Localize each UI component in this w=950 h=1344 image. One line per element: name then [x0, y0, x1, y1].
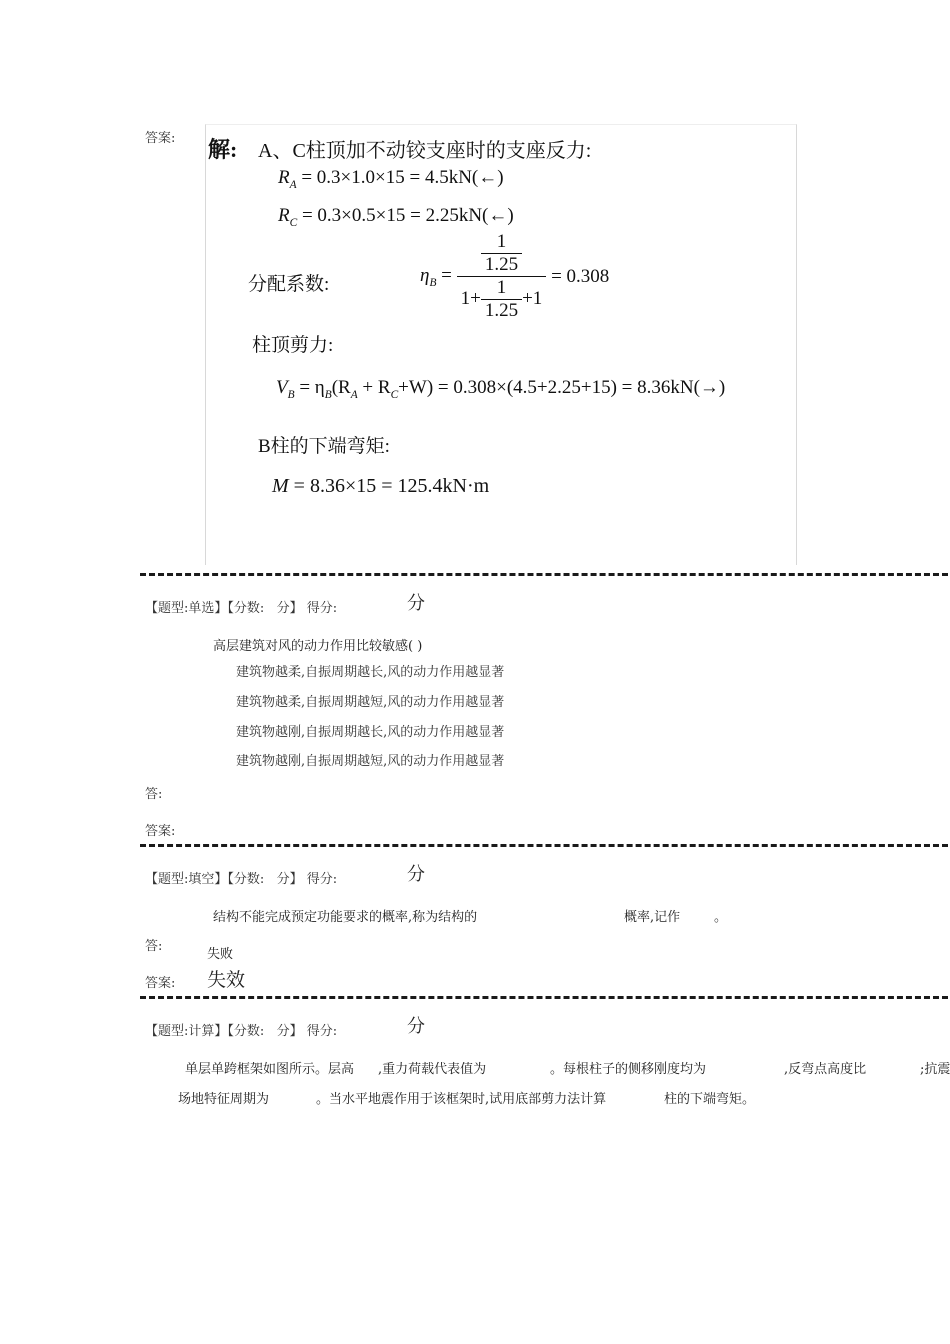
answer-label: 答案:	[145, 976, 176, 991]
option-b[interactable]: 建筑物越柔,自振周期越短,风的动力作用越显著	[236, 695, 505, 710]
option-a[interactable]: 建筑物越柔,自振周期越长,风的动力作用越显著	[236, 665, 505, 680]
shear-label: 柱顶剪力:	[252, 335, 334, 356]
score-unit: 分	[407, 1016, 425, 1037]
question-text-line2-a: 场地特征周期为	[178, 1092, 270, 1107]
question-text-part-3: 。	[714, 910, 728, 925]
question-meta: 【题型:填空】【分数: 分】 得分:	[145, 872, 338, 887]
response-label: 答:	[145, 787, 163, 802]
vb-equation: $V_B = \eta_B(R_A + R_C+W) = 0.308\times(4.5+2.25+15) = 8.36kN(\to)$	[276, 377, 726, 401]
answer-label: 答案:	[145, 824, 176, 839]
response-label: 答:	[145, 939, 163, 954]
question-text-line2-b: 。当水平地震作用于该框架时,试用底部剪力法计算	[316, 1092, 607, 1107]
solution-intro: A、C柱顶加不动铰支座时的支座反力:	[258, 140, 592, 162]
response-text[interactable]: 失败	[207, 947, 234, 962]
question-text-line1-b: ,重力荷载代表值为	[378, 1062, 487, 1077]
moment-equation: M = 8.36×15 = 125.4kN·m	[272, 475, 490, 497]
option-c[interactable]: 建筑物越刚,自振周期越长,风的动力作用越显著	[236, 725, 505, 740]
separator-1	[140, 573, 948, 576]
solution-image	[205, 124, 797, 565]
question-text-part-1: 结构不能完成预定功能要求的概率,称为结构的	[213, 910, 478, 925]
rc-equation: $R_C = 0.3\times 0.5\times 15$ = 2.25kN(←)	[278, 205, 514, 229]
question-text: 高层建筑对风的动力作用比较敏感( )	[213, 639, 423, 654]
answer-label: 答案:	[145, 131, 176, 146]
separator-2	[140, 844, 948, 847]
ra-equation: $R_A = 0.3\times 1.0\times 15$ = 4.5kN(←)	[278, 167, 504, 191]
score-unit: 分	[407, 864, 425, 885]
question-meta: 【题型:计算】【分数: 分】 得分:	[145, 1024, 338, 1039]
separator-3	[140, 996, 948, 999]
question-text-line1-c: 。每根柱子的侧移刚度均为	[550, 1062, 707, 1077]
question-text-line1-e: ;抗震	[920, 1062, 950, 1077]
distribution-label: 分配系数:	[248, 274, 330, 295]
eta-equation: $\eta_B$ = $\frac{1}{1.25}$ 1+ $\frac{1}{1.25}$ +1 = 0.308	[420, 231, 610, 321]
question-meta: 【题型:单选】【分数: 分】 得分:	[145, 601, 338, 616]
solution-heading: 解:	[208, 137, 238, 162]
score-unit: 分	[407, 593, 425, 614]
question-text-line1-a: 单层单跨框架如图所示。层高	[185, 1062, 355, 1077]
question-text-line1-d: ,反弯点高度比	[784, 1062, 867, 1077]
answer-text: 失效	[207, 969, 246, 991]
question-text-line2-c: 柱的下端弯矩。	[664, 1092, 756, 1107]
option-d[interactable]: 建筑物越刚,自振周期越短,风的动力作用越显著	[236, 754, 505, 769]
question-text-part-2: 概率,记作	[624, 910, 681, 925]
moment-label: B柱的下端弯矩:	[258, 436, 390, 457]
